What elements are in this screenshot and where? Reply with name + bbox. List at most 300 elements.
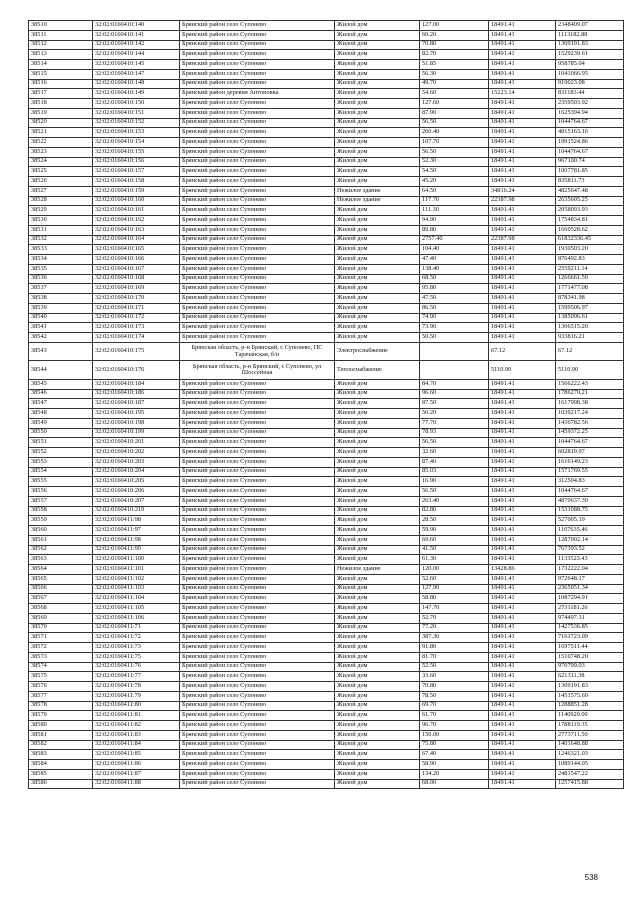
cell-area: 94.90 bbox=[420, 216, 489, 226]
cell-object-type: Жилой дом bbox=[335, 255, 420, 265]
cell-unit-cost: 18491.41 bbox=[489, 60, 556, 70]
cell-address: Брянский район село Супонево bbox=[180, 399, 335, 409]
cell-area: 78.93 bbox=[420, 428, 489, 438]
cell-row-number: 38515 bbox=[29, 69, 93, 79]
table-row bbox=[29, 245, 624, 255]
cell-address: Брянский район село Супонево bbox=[180, 643, 335, 653]
cell-row-number: 38521 bbox=[29, 128, 93, 138]
cell-cadastral-value: 1510748.20 bbox=[556, 652, 624, 662]
cell-object-type: Жилой дом bbox=[335, 662, 420, 672]
cell-row-number: 38538 bbox=[29, 294, 93, 304]
cell-cadastral-value: 1930503.20 bbox=[556, 245, 624, 255]
cell-cadastral-value: 312504.83 bbox=[556, 477, 624, 487]
cell-unit-cost: 22387.98 bbox=[489, 196, 556, 206]
cell-cadastral-number: 32:02:0160411:88 bbox=[93, 779, 180, 789]
cell-cadastral-value: 1044764.67 bbox=[556, 118, 624, 128]
cell-cadastral-value: 1660528.62 bbox=[556, 225, 624, 235]
cell-unit-cost: 18491.41 bbox=[489, 264, 556, 274]
table-row bbox=[29, 128, 624, 138]
cell-cadastral-number: 32:02:0160411:102 bbox=[93, 574, 180, 584]
cell-unit-cost: 18491.41 bbox=[489, 108, 556, 118]
cell-cadastral-number: 32:02:0160410:174 bbox=[93, 333, 180, 343]
cell-row-number: 38567 bbox=[29, 594, 93, 604]
table-row bbox=[29, 255, 624, 265]
cell-row-number: 38547 bbox=[29, 399, 93, 409]
cell-unit-cost: 18491.41 bbox=[489, 750, 556, 760]
cell-row-number: 38549 bbox=[29, 418, 93, 428]
cell-cadastral-value: 2731181.26 bbox=[556, 604, 624, 614]
cell-row-number: 38527 bbox=[29, 186, 93, 196]
cell-unit-cost: 18491.41 bbox=[489, 294, 556, 304]
cell-cadastral-number: 32:02:0160410:141 bbox=[93, 30, 180, 40]
cell-object-type: Жилой дом bbox=[335, 399, 420, 409]
cell-area: 89.80 bbox=[420, 225, 489, 235]
cell-cadastral-number: 32:02:0160410:154 bbox=[93, 138, 180, 148]
table-row bbox=[29, 526, 624, 536]
cell-object-type: Жилой дом bbox=[335, 245, 420, 255]
cell-row-number: 38566 bbox=[29, 584, 93, 594]
cell-unit-cost: 18491.41 bbox=[489, 418, 556, 428]
cell-object-type: Жилой дом bbox=[335, 672, 420, 682]
cell-address: Брянский район село Супонево bbox=[180, 177, 335, 187]
cell-cadastral-number: 32:02:0160410:145 bbox=[93, 60, 180, 70]
cell-cadastral-value: 1788119.35 bbox=[556, 721, 624, 731]
cell-object-type: Жилой дом bbox=[335, 333, 420, 343]
cell-unit-cost: 18491.41 bbox=[489, 245, 556, 255]
cell-unit-cost: 18491.41 bbox=[489, 506, 556, 516]
cell-row-number: 38571 bbox=[29, 633, 93, 643]
cell-row-number: 38545 bbox=[29, 379, 93, 389]
cell-object-type: Жилой дом bbox=[335, 323, 420, 333]
cell-unit-cost: 18491.41 bbox=[489, 99, 556, 109]
cell-cadastral-number: 32:02:0160410:165 bbox=[93, 245, 180, 255]
cell-area: 70.80 bbox=[420, 682, 489, 692]
cell-object-type: Жилой дом bbox=[335, 138, 420, 148]
cell-address: Брянский район село Супонево bbox=[180, 584, 335, 594]
cell-unit-cost: 18491.41 bbox=[489, 545, 556, 555]
cell-address: Брянский район село Супонево bbox=[180, 206, 335, 216]
cell-cadastral-number: 32:02:0160410:168 bbox=[93, 274, 180, 284]
cell-object-type: Жилой дом bbox=[335, 128, 420, 138]
cell-address: Брянский район село Супонево bbox=[180, 255, 335, 265]
cell-area: 117.70 bbox=[420, 196, 489, 206]
cell-cadastral-number: 32:02:0160410:161 bbox=[93, 206, 180, 216]
cell-cadastral-number: 32:02:0160411:104 bbox=[93, 594, 180, 604]
cell-row-number: 38525 bbox=[29, 167, 93, 177]
cell-address: Брянский район село Супонево bbox=[180, 633, 335, 643]
cell-unit-cost: 67.12 bbox=[489, 342, 556, 361]
cell-address: Брянский район село Супонево bbox=[180, 438, 335, 448]
cell-unit-cost: 18491.41 bbox=[489, 633, 556, 643]
cell-unit-cost: 18491.41 bbox=[489, 779, 556, 789]
cell-row-number: 38562 bbox=[29, 545, 93, 555]
table-row bbox=[29, 79, 624, 89]
cell-cadastral-value: 1571769.55 bbox=[556, 467, 624, 477]
cell-area: 77.20 bbox=[420, 623, 489, 633]
table-row bbox=[29, 323, 624, 333]
table-row bbox=[29, 389, 624, 399]
cell-cadastral-number: 32:02:0160410:171 bbox=[93, 303, 180, 313]
cell-cadastral-value: 1427536.85 bbox=[556, 623, 624, 633]
cell-address: Брянский район село Супонево bbox=[180, 779, 335, 789]
cell-address: Брянский район село Супонево bbox=[180, 750, 335, 760]
table-row bbox=[29, 138, 624, 148]
cell-unit-cost: 18491.41 bbox=[489, 457, 556, 467]
cell-cadastral-number: 32:02:0160411:72 bbox=[93, 633, 180, 643]
cell-cadastral-value: 1697511.44 bbox=[556, 643, 624, 653]
cell-cadastral-number: 32:02:0160410:176 bbox=[93, 361, 180, 380]
cell-row-number: 38531 bbox=[29, 225, 93, 235]
cell-row-number: 38519 bbox=[29, 108, 93, 118]
cell-address: Брянский район село Супонево bbox=[180, 535, 335, 545]
cell-area: 85.03 bbox=[420, 467, 489, 477]
cell-cadastral-value: 1599506.97 bbox=[556, 303, 624, 313]
cell-address: Брянский район село Супонево bbox=[180, 711, 335, 721]
cell-row-number: 38512 bbox=[29, 40, 93, 50]
cell-cadastral-number: 32:02:0160410:195 bbox=[93, 409, 180, 419]
cell-object-type: Жилой дом bbox=[335, 21, 420, 31]
cell-area: 78.50 bbox=[420, 691, 489, 701]
cell-address: Брянский район село Супонево bbox=[180, 379, 335, 389]
cell-object-type: Жилой дом bbox=[335, 50, 420, 60]
cell-unit-cost: 34816.24 bbox=[489, 186, 556, 196]
cell-cadastral-number: 32:02:0160411:81 bbox=[93, 711, 180, 721]
cell-unit-cost: 18491.41 bbox=[489, 574, 556, 584]
cell-cadastral-value: 1617998.38 bbox=[556, 399, 624, 409]
cell-row-number: 38523 bbox=[29, 147, 93, 157]
cell-area: 51.85 bbox=[420, 60, 489, 70]
cell-address: Брянский район село Супонево bbox=[180, 225, 335, 235]
table-row bbox=[29, 361, 624, 380]
cell-address: Брянский район село Супонево bbox=[180, 613, 335, 623]
table-row bbox=[29, 574, 624, 584]
table-row bbox=[29, 30, 624, 40]
cell-cadastral-number: 32:02:0160410:210 bbox=[93, 506, 180, 516]
cell-cadastral-value: 1401648.88 bbox=[556, 740, 624, 750]
cell-unit-cost: 18491.41 bbox=[489, 594, 556, 604]
cell-unit-cost: 18491.41 bbox=[489, 118, 556, 128]
cell-unit-cost: 13428.86 bbox=[489, 565, 556, 575]
cell-area: 28.50 bbox=[420, 516, 489, 526]
cell-unit-cost: 18491.41 bbox=[489, 333, 556, 343]
cell-object-type: Жилой дом bbox=[335, 30, 420, 40]
cell-cadastral-number: 32:02:0160410:150 bbox=[93, 99, 180, 109]
table-row bbox=[29, 418, 624, 428]
cell-cadastral-value: 2481547.22 bbox=[556, 769, 624, 779]
cell-object-type: Жилой дом bbox=[335, 769, 420, 779]
table-row bbox=[29, 303, 624, 313]
cell-row-number: 38514 bbox=[29, 60, 93, 70]
table-row bbox=[29, 399, 624, 409]
cell-object-type: Жилой дом bbox=[335, 294, 420, 304]
cell-area: 33.60 bbox=[420, 672, 489, 682]
cell-unit-cost: 18491.41 bbox=[489, 672, 556, 682]
cell-unit-cost: 18491.41 bbox=[489, 643, 556, 653]
cell-cadastral-value: 1287002.14 bbox=[556, 535, 624, 545]
cell-row-number: 38516 bbox=[29, 79, 93, 89]
cell-address: Брянский район село Супонево bbox=[180, 672, 335, 682]
cell-object-type: Жилой дом bbox=[335, 216, 420, 226]
cell-object-type: Жилой дом bbox=[335, 147, 420, 157]
cell-area: 64.50 bbox=[420, 186, 489, 196]
cell-unit-cost: 22387.98 bbox=[489, 235, 556, 245]
cell-address: Брянский район село Супонево bbox=[180, 428, 335, 438]
table-row bbox=[29, 333, 624, 343]
cell-cadastral-number: 32:02:0160410:163 bbox=[93, 225, 180, 235]
table-row bbox=[29, 750, 624, 760]
cell-address: Брянский район село Супонево bbox=[180, 50, 335, 60]
cell-cadastral-number: 32:02:0160411:77 bbox=[93, 672, 180, 682]
table-row bbox=[29, 274, 624, 284]
cell-cadastral-value: 1566222.43 bbox=[556, 379, 624, 389]
cell-unit-cost: 18491.41 bbox=[489, 721, 556, 731]
cell-cadastral-value: 1531088.75 bbox=[556, 506, 624, 516]
cell-object-type: Жилой дом bbox=[335, 545, 420, 555]
cell-row-number: 38541 bbox=[29, 323, 93, 333]
cell-row-number: 38543 bbox=[29, 342, 93, 361]
cell-cadastral-number: 32:02:0160410:187 bbox=[93, 399, 180, 409]
cell-object-type: Жилой дом bbox=[335, 418, 420, 428]
cell-address: Брянский район село Супонево bbox=[180, 691, 335, 701]
table-row bbox=[29, 623, 624, 633]
cell-row-number: 38554 bbox=[29, 467, 93, 477]
cell-address: Брянский район село Супонево bbox=[180, 496, 335, 506]
table-row bbox=[29, 21, 624, 31]
cell-area: 47.40 bbox=[420, 255, 489, 265]
cell-address: Брянский район село Супонево bbox=[180, 157, 335, 167]
cell-cadastral-value: 1089144.05 bbox=[556, 760, 624, 770]
table-row bbox=[29, 313, 624, 323]
cell-unit-cost: 18491.41 bbox=[489, 167, 556, 177]
cell-cadastral-value: 1246321.03 bbox=[556, 750, 624, 760]
cell-row-number: 38585 bbox=[29, 769, 93, 779]
cell-area: 111.30 bbox=[420, 206, 489, 216]
cell-object-type: Жилой дом bbox=[335, 274, 420, 284]
cell-cadastral-number: 32:02:0160411:71 bbox=[93, 623, 180, 633]
cell-row-number: 38563 bbox=[29, 555, 93, 565]
table-row bbox=[29, 448, 624, 458]
cell-area: 77.70 bbox=[420, 418, 489, 428]
cell-address: Брянский район село Супонево bbox=[180, 662, 335, 672]
cell-unit-cost: 15223.14 bbox=[489, 89, 556, 99]
cell-object-type: Жилой дом bbox=[335, 682, 420, 692]
cell-area: 82.70 bbox=[420, 50, 489, 60]
cell-address: Брянский район село Супонево bbox=[180, 506, 335, 516]
cell-unit-cost: 18491.41 bbox=[489, 535, 556, 545]
cell-cadastral-number: 32:02:0160411:98 bbox=[93, 535, 180, 545]
cell-cadastral-number: 32:02:0160410:162 bbox=[93, 216, 180, 226]
table-row bbox=[29, 584, 624, 594]
cell-address: Брянский район село Супонево bbox=[180, 701, 335, 711]
cell-area: 96.70 bbox=[420, 721, 489, 731]
cell-address: Брянский район село Супонево bbox=[180, 555, 335, 565]
cell-unit-cost: 18491.41 bbox=[489, 225, 556, 235]
cell-object-type: Жилой дом bbox=[335, 730, 420, 740]
cell-unit-cost: 18491.41 bbox=[489, 303, 556, 313]
cell-address: Брянский район село Супонево bbox=[180, 487, 335, 497]
cell-cadastral-number: 32:02:0160410:155 bbox=[93, 147, 180, 157]
cell-address: Брянский район село Супонево bbox=[180, 652, 335, 662]
cell-row-number: 38579 bbox=[29, 711, 93, 721]
cell-address: Брянский район село Супонево bbox=[180, 323, 335, 333]
cell-cadastral-number: 32:02:0160410:167 bbox=[93, 264, 180, 274]
cell-area: 87.50 bbox=[420, 399, 489, 409]
cell-address: Брянский район село Супонево bbox=[180, 526, 335, 536]
cell-object-type: Жилой дом bbox=[335, 409, 420, 419]
cell-row-number: 38558 bbox=[29, 506, 93, 516]
table-row bbox=[29, 594, 624, 604]
cell-row-number: 38553 bbox=[29, 457, 93, 467]
cell-cadastral-number: 32:02:0160410:203 bbox=[93, 457, 180, 467]
cell-address: Брянский район село Супонево bbox=[180, 409, 335, 419]
cell-area: 87.40 bbox=[420, 457, 489, 467]
cell-object-type: Электроснабжение bbox=[335, 342, 420, 361]
cell-object-type: Жилой дом bbox=[335, 623, 420, 633]
property-table bbox=[28, 20, 624, 789]
cell-unit-cost: 18491.41 bbox=[489, 69, 556, 79]
cell-unit-cost: 18491.41 bbox=[489, 701, 556, 711]
cell-unit-cost: 18491.41 bbox=[489, 50, 556, 60]
cell-row-number: 38578 bbox=[29, 701, 93, 711]
cell-address: Брянский район село Супонево bbox=[180, 138, 335, 148]
cell-row-number: 38564 bbox=[29, 565, 93, 575]
cell-cadastral-value: 1041066.95 bbox=[556, 69, 624, 79]
cell-cadastral-number: 32:02:0160410:140 bbox=[93, 21, 180, 31]
cell-row-number: 38557 bbox=[29, 496, 93, 506]
table-row bbox=[29, 516, 624, 526]
cell-cadastral-number: 32:02:0160410:164 bbox=[93, 235, 180, 245]
cell-row-number: 38526 bbox=[29, 177, 93, 187]
cell-cadastral-number: 32:02:0160410:160 bbox=[93, 196, 180, 206]
cell-cadastral-value: 5110.90 bbox=[556, 361, 624, 380]
cell-address: Брянский район село Супонево bbox=[180, 721, 335, 731]
cell-area: 70.80 bbox=[420, 40, 489, 50]
cell-unit-cost: 18491.41 bbox=[489, 255, 556, 265]
cell-unit-cost: 18491.41 bbox=[489, 467, 556, 477]
cell-cadastral-value: 61832336.45 bbox=[556, 235, 624, 245]
cell-area: 127.60 bbox=[420, 99, 489, 109]
cell-cadastral-value: 2348409.07 bbox=[556, 21, 624, 31]
cell-unit-cost: 18491.41 bbox=[489, 206, 556, 216]
cell-cadastral-value: 1529239.61 bbox=[556, 50, 624, 60]
cell-unit-cost: 18491.41 bbox=[489, 496, 556, 506]
cell-area: 120.00 bbox=[420, 565, 489, 575]
cell-area bbox=[420, 342, 489, 361]
cell-object-type: Жилой дом bbox=[335, 157, 420, 167]
table-row bbox=[29, 545, 624, 555]
cell-unit-cost: 18491.41 bbox=[489, 740, 556, 750]
cell-address: Брянский район село Супонево bbox=[180, 313, 335, 323]
cell-object-type: Жилой дом bbox=[335, 652, 420, 662]
cell-cadastral-number: 32:02:0160410:202 bbox=[93, 448, 180, 458]
table-row bbox=[29, 379, 624, 389]
cell-address: Брянский район село Супонево bbox=[180, 333, 335, 343]
cell-row-number: 38544 bbox=[29, 361, 93, 380]
cell-cadastral-value: 967100.74 bbox=[556, 157, 624, 167]
cell-object-type: Теплоснабжение bbox=[335, 361, 420, 380]
cell-area: 68.50 bbox=[420, 274, 489, 284]
cell-address: Брянский район село Супонево bbox=[180, 128, 335, 138]
table-row bbox=[29, 467, 624, 477]
cell-address: Брянский район село Супонево bbox=[180, 574, 335, 584]
cell-area: 54.50 bbox=[420, 167, 489, 177]
cell-cadastral-number: 32:02:0160411:87 bbox=[93, 769, 180, 779]
cell-cadastral-number: 32:02:0160411:106 bbox=[93, 613, 180, 623]
cell-row-number: 38511 bbox=[29, 30, 93, 40]
cell-row-number: 38584 bbox=[29, 760, 93, 770]
cell-cadastral-value: 1385006.61 bbox=[556, 313, 624, 323]
cell-row-number: 38528 bbox=[29, 196, 93, 206]
cell-object-type: Жилой дом bbox=[335, 516, 420, 526]
cell-area: 56.30 bbox=[420, 69, 489, 79]
cell-area: 32.60 bbox=[420, 448, 489, 458]
cell-row-number: 38575 bbox=[29, 672, 93, 682]
cell-address: Брянский район село Супонево bbox=[180, 147, 335, 157]
table-row bbox=[29, 342, 624, 361]
cell-address: Брянский район село Супонево bbox=[180, 740, 335, 750]
cell-area: 56.50 bbox=[420, 147, 489, 157]
cell-row-number: 38540 bbox=[29, 313, 93, 323]
cell-area: 61.30 bbox=[420, 555, 489, 565]
cell-address: Брянский район деревня Антоновка bbox=[180, 89, 335, 99]
cell-address: Брянский район село Супонево bbox=[180, 594, 335, 604]
cell-object-type: Жилой дом bbox=[335, 604, 420, 614]
cell-row-number: 38546 bbox=[29, 389, 93, 399]
cell-address: Брянский район село Супонево bbox=[180, 682, 335, 692]
cell-cadastral-number: 32:02:0160410:157 bbox=[93, 167, 180, 177]
table-row bbox=[29, 721, 624, 731]
cell-object-type: Жилой дом bbox=[335, 574, 420, 584]
table-row bbox=[29, 294, 624, 304]
cell-cadastral-value: 1113182.88 bbox=[556, 30, 624, 40]
cell-address: Брянский район село Супонево bbox=[180, 516, 335, 526]
cell-area: 147.70 bbox=[420, 604, 489, 614]
table-row bbox=[29, 662, 624, 672]
table-row bbox=[29, 284, 624, 294]
cell-row-number: 38586 bbox=[29, 779, 93, 789]
cell-unit-cost: 18491.41 bbox=[489, 323, 556, 333]
table-row bbox=[29, 760, 624, 770]
cell-address: Брянский район село Супонево bbox=[180, 303, 335, 313]
cell-row-number: 38536 bbox=[29, 274, 93, 284]
cell-cadastral-number: 32:02:0160410:175 bbox=[93, 342, 180, 361]
cell-area: 56.50 bbox=[420, 487, 489, 497]
cell-object-type: Жилой дом bbox=[335, 711, 420, 721]
cell-address: Брянский район село Супонево bbox=[180, 21, 335, 31]
cell-cadastral-number: 32:02:0160411:75 bbox=[93, 652, 180, 662]
cell-cadastral-value: 1140920.00 bbox=[556, 711, 624, 721]
cell-address: Брянская область, р-н Брянский, с Супонево, ул Шоссейная bbox=[180, 361, 335, 380]
cell-cadastral-number: 32:02:0160411:78 bbox=[93, 682, 180, 692]
cell-cadastral-number: 32:02:0160411:79 bbox=[93, 691, 180, 701]
cell-area: 138.40 bbox=[420, 264, 489, 274]
cell-row-number: 38559 bbox=[29, 516, 93, 526]
cell-row-number: 38560 bbox=[29, 526, 93, 536]
cell-object-type: Жилой дом bbox=[335, 448, 420, 458]
cell-cadastral-value: 1039217.24 bbox=[556, 409, 624, 419]
cell-cadastral-value: 1257415.88 bbox=[556, 779, 624, 789]
cell-cadastral-number: 32:02:0160411:84 bbox=[93, 740, 180, 750]
cell-area: 75.80 bbox=[420, 740, 489, 750]
property-table-body bbox=[29, 21, 624, 789]
cell-cadastral-number: 32:02:0160410:207 bbox=[93, 496, 180, 506]
cell-area: 2757.40 bbox=[420, 235, 489, 245]
cell-address: Брянский район село Супонево bbox=[180, 769, 335, 779]
cell-cadastral-value: 2559211.14 bbox=[556, 264, 624, 274]
cell-area: 69.70 bbox=[420, 701, 489, 711]
cell-object-type: Жилой дом bbox=[335, 177, 420, 187]
cell-cadastral-value: 1459372.25 bbox=[556, 428, 624, 438]
